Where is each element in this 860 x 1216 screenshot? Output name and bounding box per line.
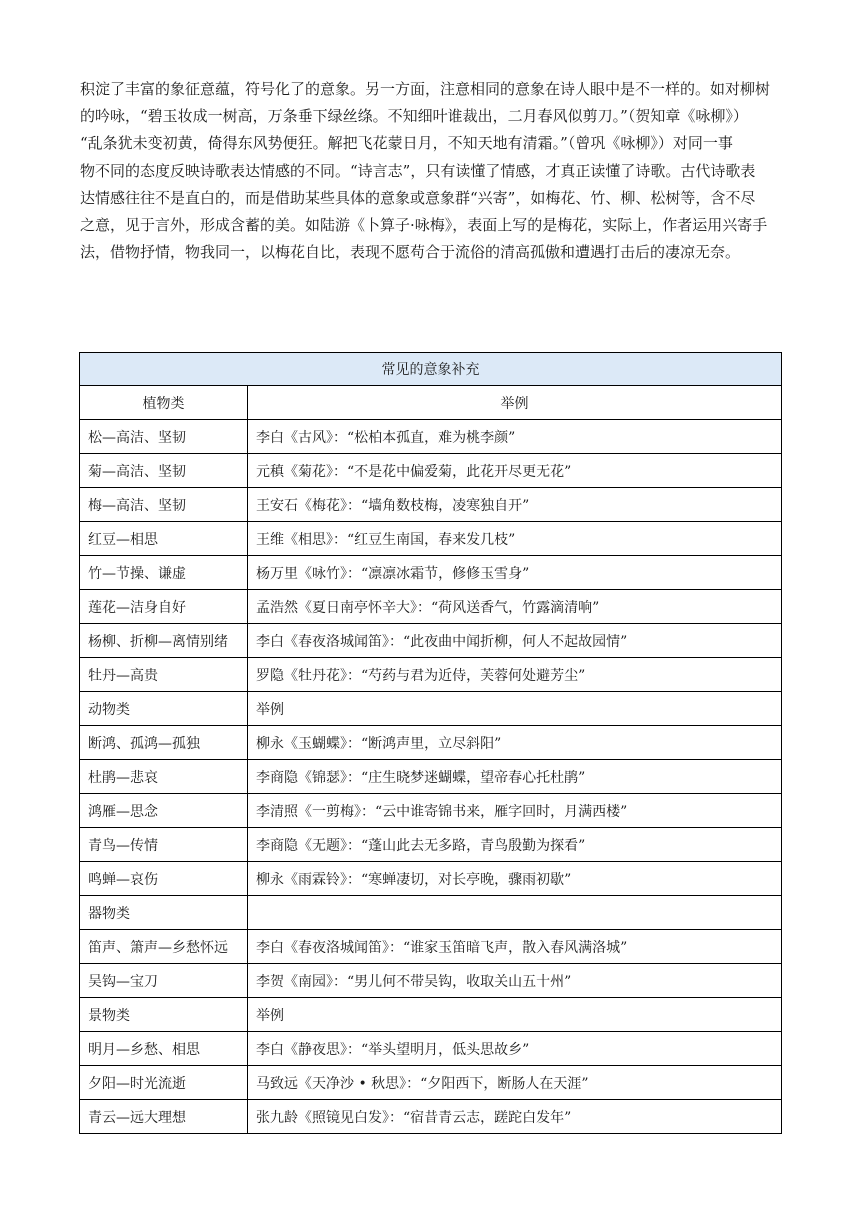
table-row xyxy=(80,658,782,692)
table-row xyxy=(80,488,782,522)
table-header-row xyxy=(80,386,782,420)
table-title-row xyxy=(80,353,782,386)
table-row xyxy=(80,1032,782,1066)
imagery-cell: 动物类 xyxy=(80,692,248,726)
imagery-cell: 吴钩—宝刀 xyxy=(80,964,248,998)
paragraph-line: 的吟咏，“碧玉妆成一树高，万条垂下绿丝绦。不知细叶谁裁出，二月春风似剪刀。”（贺知章《咏柳》） xyxy=(80,107,748,126)
paragraph-line: “乱条犹未变初黄，倚得东风势便狂。解把飞花蒙日月，不知天地有清霜。”（曾巩《咏柳》）对同一事 xyxy=(80,134,733,153)
imagery-cell: 牡丹—高贵 xyxy=(80,658,248,692)
table-row xyxy=(80,760,782,794)
imagery-cell: 景物类 xyxy=(80,998,248,1032)
example-cell: 王安石《梅花》：“墙角数枝梅，凌寒独自开” xyxy=(248,488,782,522)
example-cell: 李清照《一剪梅》：“云中谁寄锦书来，雁字回时，月满西楼” xyxy=(248,794,782,828)
imagery-cell: 莲花—洁身自好 xyxy=(80,590,248,624)
imagery-cell: 杨柳、折柳—离情别绪 xyxy=(80,624,248,658)
imagery-cell: 菊—高洁、坚韧 xyxy=(80,454,248,488)
example-cell: 李白《春夜洛城闻笛》：“此夜曲中闻折柳，何人不起故园情” xyxy=(248,624,782,658)
example-cell: 李白《静夜思》：“举头望明月，低头思故乡” xyxy=(248,1032,782,1066)
imagery-cell: 夕阳—时光流逝 xyxy=(80,1066,248,1100)
example-cell: 李白《春夜洛城闻笛》：“谁家玉笛暗飞声，散入春风满洛城” xyxy=(248,930,782,964)
paragraph-line: 物不同的态度反映诗歌表达情感的不同。“诗言志”，只有读懂了情感，才真正读懂了诗歌。古代诗歌表 xyxy=(80,161,756,180)
table-title: 常见的意象补充 xyxy=(80,353,782,386)
imagery-table xyxy=(79,352,782,1134)
example-cell: 杨万里《咏竹》：“凛凛冰霜节，修修玉雪身” xyxy=(248,556,782,590)
table-row xyxy=(80,998,782,1032)
imagery-cell: 器物类 xyxy=(80,896,248,930)
imagery-cell: 竹—节操、谦虚 xyxy=(80,556,248,590)
imagery-cell: 断鸿、孤鸿—孤独 xyxy=(80,726,248,760)
example-cell: 李白《古风》：“松柏本孤直，难为桃李颜” xyxy=(248,420,782,454)
table-row xyxy=(80,454,782,488)
example-cell: 孟浩然《夏日南亭怀辛大》：“荷风送香气，竹露滴清响” xyxy=(248,590,782,624)
example-cell: 李商隐《无题》：“蓬山此去无多路，青鸟殷勤为探看” xyxy=(248,828,782,862)
table-row xyxy=(80,420,782,454)
table-row xyxy=(80,794,782,828)
table-row xyxy=(80,1066,782,1100)
imagery-cell: 鸣蝉—哀伤 xyxy=(80,862,248,896)
imagery-cell: 青鸟—传情 xyxy=(80,828,248,862)
imagery-cell: 笛声、箫声—乡愁怀远 xyxy=(80,930,248,964)
table-row xyxy=(80,726,782,760)
table-row xyxy=(80,1100,782,1134)
paragraph-line: 法，借物抒情，物我同一，以梅花自比，表现不愿苟合于流俗的清高孤傲和遭遇打击后的凄凉无奈。 xyxy=(80,243,741,262)
example-cell: 柳永《玉蝴蝶》：“断鸿声里，立尽斜阳” xyxy=(248,726,782,760)
table-row xyxy=(80,862,782,896)
table-row xyxy=(80,624,782,658)
example-cell: 举例 xyxy=(248,692,782,726)
imagery-cell: 松—高洁、坚韧 xyxy=(80,420,248,454)
example-cell: 罗隐《牡丹花》：“芍药与君为近侍，芙蓉何处避芳尘” xyxy=(248,658,782,692)
example-cell: 元稹《菊花》：“不是花中偏爱菊，此花开尽更无花” xyxy=(248,454,782,488)
imagery-cell: 红豆—相思 xyxy=(80,522,248,556)
table-row xyxy=(80,896,782,930)
example-cell: 马致远《天净沙 • 秋思》：“夕阳西下，断肠人在天涯” xyxy=(248,1066,782,1100)
example-cell xyxy=(248,896,782,930)
example-cell: 王维《相思》：“红豆生南国，春来发几枝” xyxy=(248,522,782,556)
table-row xyxy=(80,590,782,624)
table-row xyxy=(80,522,782,556)
table-row xyxy=(80,692,782,726)
example-cell: 张九龄《照镜见白发》：“宿昔青云志，蹉跎白发年” xyxy=(248,1100,782,1134)
paragraph-line: 达情感往往不是直白的，而是借助某些具体的意象或意象群“兴寄”，如梅花、竹、柳、松树等，含不尽 xyxy=(80,188,756,207)
table-row xyxy=(80,556,782,590)
table-row xyxy=(80,930,782,964)
imagery-cell: 鸿雁—思念 xyxy=(80,794,248,828)
imagery-cell: 青云—远大理想 xyxy=(80,1100,248,1134)
paragraph-line: 积淀了丰富的象征意蕴，符号化了的意象。另一方面，注意相同的意象在诗人眼中是不一样的。如对柳树 xyxy=(80,80,771,98)
table-row xyxy=(80,828,782,862)
header-example: 举例 xyxy=(248,386,782,420)
example-cell: 李商隐《锦瑟》：“庄生晓梦迷蝴蝶，望帝春心托杜鹃” xyxy=(248,760,782,794)
table-row xyxy=(80,964,782,998)
example-cell: 举例 xyxy=(248,998,782,1032)
paragraph-line: 之意，见于言外，形成含蓄的美。如陆游《卜算子·咏梅》，表面上写的是梅花，实际上，作者运用兴寄手 xyxy=(80,216,768,235)
imagery-cell: 梅—高洁、坚韧 xyxy=(80,488,248,522)
table-body xyxy=(80,420,782,1134)
example-cell: 李贺《南园》：“男儿何不带吴钩，收取关山五十州” xyxy=(248,964,782,998)
example-cell: 柳永《雨霖铃》：“寒蝉凄切，对长亭晚，骤雨初歇” xyxy=(248,862,782,896)
imagery-cell: 明月—乡愁、相思 xyxy=(80,1032,248,1066)
body-paragraph xyxy=(80,76,780,266)
header-category: 植物类 xyxy=(80,386,248,420)
imagery-cell: 杜鹃—悲哀 xyxy=(80,760,248,794)
